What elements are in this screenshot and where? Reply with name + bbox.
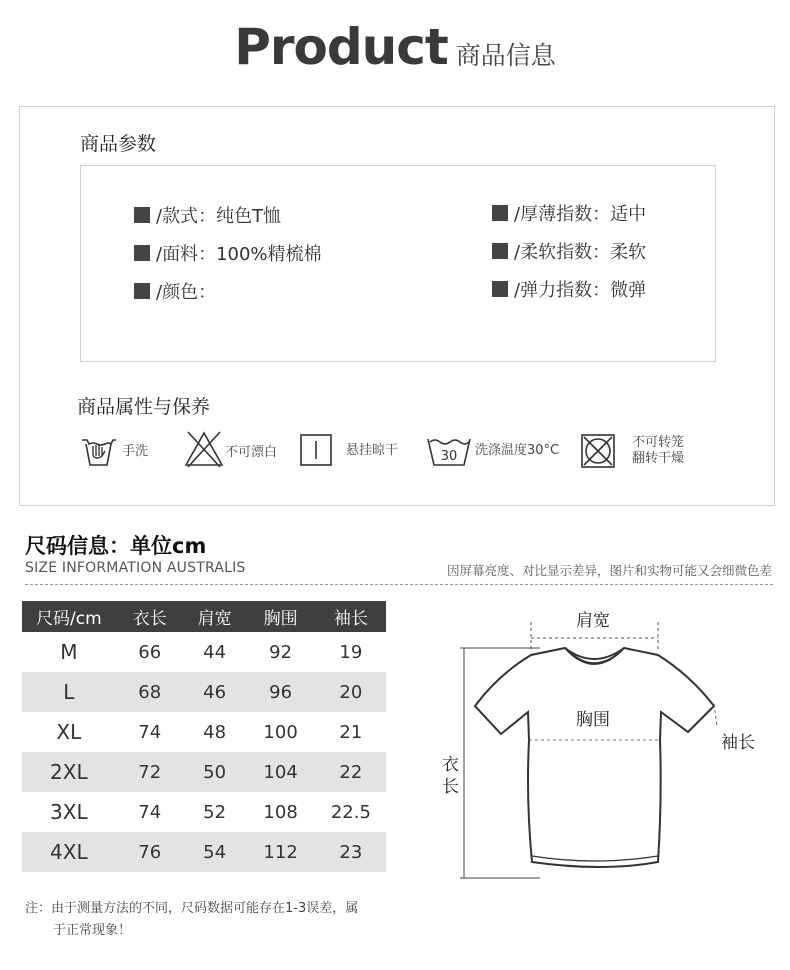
size-info-subtitle: SIZE INFORMATION AUSTRALIS (25, 560, 246, 576)
no-tumble-dry-icon (580, 433, 616, 469)
size-info-title: 尺码信息：单位cm (25, 534, 207, 558)
table-cell: 66 (116, 632, 184, 672)
header-title-en: Product (234, 18, 448, 76)
table-cell: 108 (245, 792, 315, 832)
care-line-dry (299, 433, 409, 473)
care-no-tumble-dry (580, 433, 720, 473)
measurement-footnote (25, 898, 395, 942)
table-cell: 4XL (22, 832, 116, 872)
table-cell: 76 (116, 832, 184, 872)
table-cell: 96 (245, 672, 315, 712)
size-table-header (22, 601, 386, 632)
param-style: /款式：纯色T恤 (134, 202, 281, 228)
care-label: 悬挂晾干 (346, 443, 399, 458)
table-row (22, 672, 386, 712)
param-fabric: /面料：100%精梳棉 (134, 240, 322, 266)
care-label: 不可漂白 (225, 445, 278, 460)
table-cell: 20 (316, 672, 386, 712)
table-cell: M (22, 632, 116, 672)
care-label-line1: 不可转笼 (632, 435, 685, 450)
care-title: 商品属性与保养 (77, 396, 211, 418)
table-cell: 48 (184, 712, 246, 752)
column-header: 尺码/cm (22, 601, 116, 632)
table-cell: 112 (245, 832, 315, 872)
dashed-divider (25, 584, 773, 585)
shoulder-width-label: 肩宽 (576, 611, 610, 631)
table-cell: 74 (116, 712, 184, 752)
table-cell: 100 (245, 712, 315, 752)
column-header: 袖长 (316, 601, 386, 632)
param-color: /颜色： (134, 278, 216, 304)
chest-label: 胸围 (576, 710, 610, 730)
care-label-line2: 翻转干燥 (632, 451, 685, 466)
care-wash-temp (426, 433, 576, 473)
param-elasticity: /弹力指数：微弹 (492, 276, 646, 302)
footnote-line2: 于正常现象！ (53, 923, 132, 938)
bullet-square-icon (492, 281, 508, 297)
table-cell: 52 (184, 792, 246, 832)
table-cell: 2XL (22, 752, 116, 792)
table-cell: 44 (184, 632, 246, 672)
body-length-label-2: 长 (442, 777, 459, 797)
table-cell: 22.5 (316, 792, 386, 832)
product-info-panel (19, 106, 775, 506)
params-title: 商品参数 (80, 133, 157, 155)
color-difference-note: 因屏幕亮度、对比显示差异，图片和实物可能又会细微色差 (446, 563, 772, 578)
column-header: 衣长 (116, 601, 184, 632)
bullet-square-icon (134, 207, 150, 223)
table-cell: 92 (245, 632, 315, 672)
hand-wash-icon (80, 432, 116, 468)
column-header: 胸围 (245, 601, 315, 632)
care-no-bleach (183, 429, 293, 473)
sleeve-length-label: 袖长 (721, 733, 755, 753)
table-cell: 104 (245, 752, 315, 792)
bullet-square-icon (134, 245, 150, 261)
table-cell: 74 (116, 792, 184, 832)
param-softness: /柔软指数：柔软 (492, 238, 646, 264)
line-dry-icon (299, 433, 333, 467)
product-header (0, 18, 790, 84)
table-cell: 50 (184, 752, 246, 792)
table-cell: 72 (116, 752, 184, 792)
param-thickness: /厚薄指数：适中 (492, 200, 646, 226)
tshirt-measure-diagram (430, 600, 780, 900)
care-hand-wash (80, 432, 160, 472)
table-cell: 22 (316, 752, 386, 792)
table-row (22, 632, 386, 672)
table-cell: L (22, 672, 116, 712)
params-box (80, 165, 716, 362)
table-row (22, 752, 386, 792)
table-row (22, 832, 386, 872)
svg-text:30: 30 (440, 449, 458, 464)
table-cell: XL (22, 712, 116, 752)
table-cell: 3XL (22, 792, 116, 832)
table-cell: 54 (184, 832, 246, 872)
body-length-label-1: 衣 (442, 755, 459, 775)
table-cell: 21 (316, 712, 386, 752)
bullet-square-icon (134, 283, 150, 299)
no-bleach-icon (183, 429, 225, 469)
bullet-square-icon (492, 243, 508, 259)
size-table (22, 601, 386, 872)
wash-temp-icon (426, 433, 472, 469)
footnote-line1: 注：由于测量方法的不同，尺码数据可能存在1-3误差，属 (25, 901, 359, 916)
care-label: 手洗 (122, 444, 149, 459)
table-cell: 19 (316, 632, 386, 672)
table-row (22, 792, 386, 832)
table-cell: 68 (116, 672, 184, 712)
table-cell: 23 (316, 832, 386, 872)
table-row (22, 712, 386, 752)
header-title-cn: 商品信息 (455, 41, 556, 70)
column-header: 肩宽 (184, 601, 246, 632)
bullet-square-icon (492, 205, 508, 221)
care-label: 洗涤温度30°C (475, 443, 560, 458)
table-cell: 46 (184, 672, 246, 712)
